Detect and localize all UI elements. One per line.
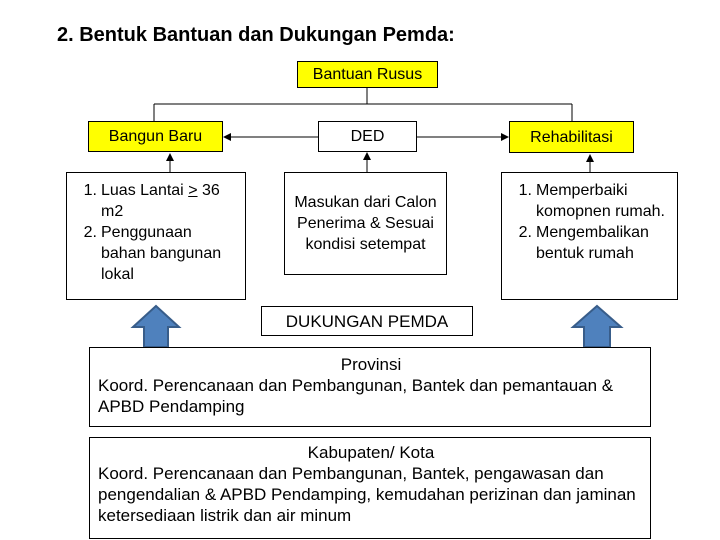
list-text: Luas Lantai [101, 182, 189, 199]
list-text: Penggunaan bahan bangunan lokal [101, 224, 222, 283]
list-number: 1. [518, 182, 532, 199]
list-text: 36 m2 [101, 182, 220, 220]
category-node-rehabilitasi [509, 121, 634, 153]
block-arrow-up-right [573, 306, 621, 347]
dukungan-label-text: DUKUNGAN PEMDA [285, 311, 449, 331]
detail-box-bangun-baru [66, 172, 246, 300]
list-item [71, 222, 239, 285]
list-text: Mengembalikan bentuk rumah [536, 224, 649, 262]
provinsi-text: Koord. Perencanaan dan Pembangunan, Bantek dan pemantauan & APBD Pendamping [98, 376, 614, 416]
page-title: 2. Bentuk Bantuan dan Dukungan Pemda: [57, 24, 455, 46]
category-label: DED [350, 128, 385, 145]
provinsi-heading: Provinsi [340, 355, 402, 374]
root-node-label: Bantuan Rusus [312, 66, 423, 83]
list-item [71, 180, 239, 222]
category-label: Bangun Baru [108, 128, 203, 145]
list-number: 2. [83, 224, 97, 241]
detail-text: Masukan dari Calon Penerima & Sesuai kondisi setempat [294, 194, 437, 253]
detail-list [71, 180, 239, 285]
block-arrow-up-left [133, 306, 179, 347]
detail-list [506, 180, 671, 264]
list-number: 1. [83, 182, 97, 199]
detail-box-rehabilitasi [501, 172, 678, 300]
list-text: Memperbaiki komopnen rumah. [536, 182, 665, 220]
root-node-bantuan-rusus [297, 61, 438, 88]
provinsi-box [89, 347, 651, 427]
kabupaten-kota-box [89, 437, 651, 539]
list-item [506, 180, 671, 222]
kabupaten-text: Koord. Perencanaan dan Pembangunan, Bantek, pengawasan dan pengendalian & APBD Pendamping, kemudahan perizinan dan jaminan ketersediaan listrik dan air minum [98, 464, 636, 525]
detail-box-ded [284, 172, 447, 275]
list-number: 2. [518, 224, 532, 241]
category-node-ded [318, 121, 417, 152]
list-symbol: > [188, 182, 198, 199]
category-node-bangun-baru [88, 121, 223, 152]
dukungan-pemda-label [261, 306, 473, 336]
list-item [506, 222, 671, 264]
kabupaten-heading: Kabupaten/ Kota [307, 443, 435, 462]
category-label: Rehabilitasi [530, 128, 613, 146]
